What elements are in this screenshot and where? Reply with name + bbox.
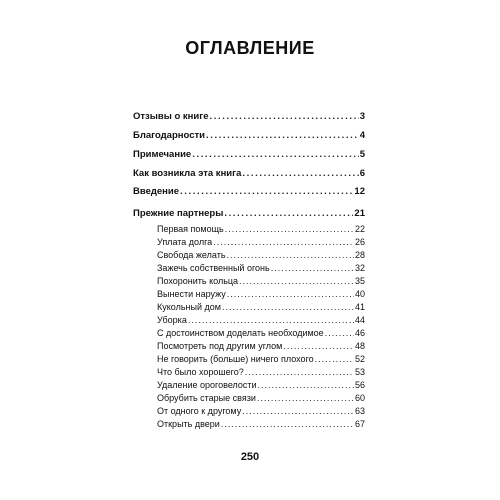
dot-leader <box>192 149 358 160</box>
toc-entry-page: 12 <box>354 186 365 197</box>
dot-leader <box>258 380 354 390</box>
toc-entry-page: 3 <box>359 111 365 122</box>
toc-entry-label: Благодарности <box>133 130 205 141</box>
page-number: 250 <box>240 451 260 463</box>
dot-leader <box>210 111 359 122</box>
dot-leader <box>257 393 354 403</box>
toc-subentry <box>157 341 365 351</box>
dot-leader <box>245 367 354 377</box>
toc-subentry-page: 60 <box>354 393 365 403</box>
dot-leader <box>242 406 354 416</box>
toc-subentry <box>157 419 365 429</box>
toc-subentry-label: Кукольный дом <box>157 302 221 312</box>
toc-subentry <box>157 250 365 260</box>
dot-leader <box>222 302 354 312</box>
toc-subentry <box>157 315 365 325</box>
toc-entry-label: Как возникла эта книга <box>133 168 242 179</box>
toc-subentry-page: 40 <box>354 289 365 299</box>
toc-entry-page: 21 <box>354 208 365 219</box>
toc-subentry-page: 35 <box>354 276 365 286</box>
toc-subentry <box>157 328 365 338</box>
toc-subentry <box>157 289 365 299</box>
toc-entry <box>133 208 365 219</box>
toc-subentry <box>157 367 365 377</box>
toc-subentry-page: 22 <box>354 224 365 234</box>
dot-leader <box>227 250 354 260</box>
toc-subentry-label: От одного к другому <box>157 406 242 416</box>
dot-leader <box>315 354 354 364</box>
toc-subentry <box>157 354 365 364</box>
dot-leader <box>283 341 354 351</box>
toc-subentry-label: Уборка <box>157 315 187 325</box>
toc-subentry-page: 44 <box>354 315 365 325</box>
toc-subentry-label: Зажечь собственный огонь <box>157 263 270 273</box>
toc-subentry-label: Открыть двери <box>157 419 220 429</box>
dot-leader <box>188 315 354 325</box>
dot-leader <box>206 130 359 141</box>
toc-entry <box>133 111 365 122</box>
toc-subentry <box>157 393 365 403</box>
dot-leader <box>227 289 354 299</box>
dot-leader <box>213 237 354 247</box>
dot-leader <box>221 419 354 429</box>
toc-entry-label: Введение <box>133 186 180 197</box>
toc-subentry-page: 56 <box>354 380 365 390</box>
toc-subentry <box>157 380 365 390</box>
toc-subentry-label: Удаление ороговелости <box>157 380 257 390</box>
dot-leader <box>180 186 353 197</box>
toc-subentry-label: Обрубить старые связи <box>157 393 256 403</box>
toc-entry-label: Отзывы о книге <box>133 111 209 122</box>
toc-subentry <box>157 224 365 234</box>
toc-subentry <box>157 263 365 273</box>
toc-subentry-page: 52 <box>354 354 365 364</box>
toc-entry <box>133 168 365 179</box>
page-title: ОГЛАВЛЕНИЕ <box>185 38 315 58</box>
toc-subentry-page: 32 <box>354 263 365 273</box>
toc-entry <box>133 149 365 160</box>
toc-subentry-label: Что было хорошего? <box>157 367 244 377</box>
toc-entry-page: 5 <box>359 149 365 160</box>
toc-subentry-label: Вынести наружу <box>157 289 226 299</box>
dot-leader <box>242 168 358 179</box>
toc-subentry-page: 28 <box>354 250 365 260</box>
toc-subentry-page: 26 <box>354 237 365 247</box>
toc-subentry-page: 48 <box>354 341 365 351</box>
toc-subentry-label: С достоинством доделать необходимое <box>157 328 324 338</box>
dot-leader <box>224 208 353 219</box>
toc-subentry-label: Посмотреть под другим углом <box>157 341 283 351</box>
toc-entry-page: 6 <box>359 168 365 179</box>
toc-subentry-label: Уплата долга <box>157 237 213 247</box>
dot-leader <box>325 328 354 338</box>
toc-subentry-page: 67 <box>354 419 365 429</box>
toc-subentry-page: 63 <box>354 406 365 416</box>
toc-subentry <box>157 237 365 247</box>
toc-entry <box>133 186 365 197</box>
dot-leader <box>271 263 354 273</box>
toc-entry-label: Примечание <box>133 149 192 160</box>
toc-subentry <box>157 276 365 286</box>
dot-leader <box>239 276 354 286</box>
toc-subentry-label: Свобода желать <box>157 250 226 260</box>
toc-subentry-label: Первая помощь <box>157 224 224 234</box>
toc-subentry-page: 53 <box>354 367 365 377</box>
toc-entry <box>133 130 365 141</box>
toc-subentry-label: Не говорить (больше) ничего плохого <box>157 354 314 364</box>
toc-subentry-page: 41 <box>354 302 365 312</box>
toc-subentry <box>157 302 365 312</box>
toc-subentry-label: Похоронить кольца <box>157 276 239 286</box>
toc-entry-label: Прежние партнеры <box>133 208 224 219</box>
toc-entry-page: 4 <box>359 130 365 141</box>
dot-leader <box>225 224 354 234</box>
toc-subentry <box>157 406 365 416</box>
toc-subentry-page: 46 <box>354 328 365 338</box>
